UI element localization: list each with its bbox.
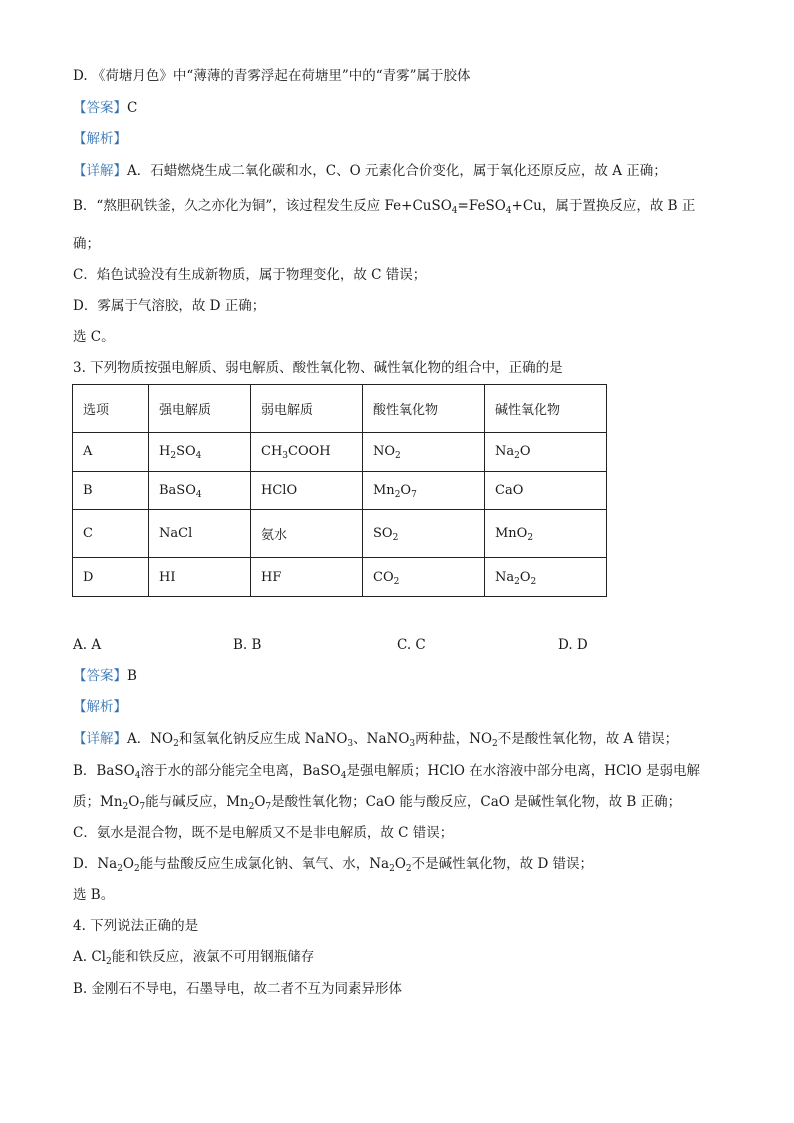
subscript: 2 [122,802,129,812]
header-cell: 强电解质 [149,385,251,433]
header-cell: 选项 [73,385,149,433]
text-segment: 质；Mn [73,794,123,810]
q3-choices [73,635,633,655]
table-cell [149,471,251,510]
text-segment: A [83,444,93,460]
text-segment: SO [373,526,393,542]
text-segment: 确； [73,236,100,252]
text-segment: 不是酸性氧化物，故 A 错误； [497,731,679,747]
text-segment: O [254,794,266,810]
q3-stem [73,358,563,378]
text-segment: NaCl [159,526,193,542]
table-cell [251,510,363,558]
table-cell [485,558,607,597]
text-segment: MnO [495,526,528,542]
text-segment: 能与盐酸反应生成氯化钠、氧气、水，Na [139,856,390,872]
subscript: 2 [105,957,112,967]
q3-detail-b2 [73,792,681,812]
table-row [73,471,607,510]
detail-tag: 【详解】 [73,163,127,179]
table-row [73,433,607,472]
text-segment: B [83,482,93,498]
text-segment: HF [261,569,282,585]
subscript: 2 [530,576,537,587]
answer-tag: 【答案】 [73,100,127,116]
q3-detail-b1 [73,761,700,781]
text-segment: 两种盐，NO [415,731,493,747]
subscript: 2 [527,533,534,544]
answer-tag: 【答案】 [73,668,127,684]
subscript: 4 [505,206,512,216]
text-segment: 选 B。 [73,887,115,903]
q3-detail-a [73,729,678,749]
q2-detail-b1 [73,196,695,216]
subscript: 3 [347,739,354,749]
subscript: 7 [139,802,146,812]
subscript: 2 [173,739,179,749]
text-segment: D. 《荷塘月色》中“薄薄的青雾浮起在荷塘里”中的“青雾”属于胶体 [73,68,471,84]
q2-detail-b2 [73,234,100,254]
text-segment: 、NaNO [353,731,410,747]
table-cell [73,471,149,510]
subscript: 2 [405,864,412,874]
table-header-row [73,385,607,433]
text-segment: =FeSO [457,198,506,214]
subscript: 4 [195,451,202,462]
subscript: 2 [134,864,140,874]
detail-text [127,163,667,179]
text-segment: C [83,526,93,542]
text-segment: B．BaSO [73,763,135,779]
text-segment: A．NO [127,731,174,747]
text-segment: D．Na [73,856,118,872]
table-row [73,510,607,558]
header-cell: 弱电解质 [251,385,363,433]
text-segment: 是酸性氧化物；CaO 能与酸反应，CaO 是碱性氧化物，故 B 正确； [271,794,682,810]
q2-detail-c [73,265,426,285]
q2-detail-d [73,296,265,316]
q4-option-b [73,979,402,999]
text-segment: BaSO [159,482,196,498]
text-segment: Na [495,444,515,460]
q3-analysis-tag: 【解析】 [73,699,127,715]
q2-detail-a [73,161,667,181]
subscript: 2 [389,864,395,874]
answer-value: C [127,100,138,116]
text-segment: Na [495,569,515,585]
subscript: 3 [409,739,416,749]
subscript: 2 [170,451,177,462]
text-segment: NO [373,444,396,460]
table-cell [485,510,607,558]
text-segment: O [394,856,406,872]
text-segment: D．雾属于气溶胶，故 D 正确； [73,298,266,314]
text-segment: D [83,569,94,585]
text-segment: 4. 下列说法正确的是 [73,918,199,934]
choice-c: C. C [397,637,426,653]
detail-tag: 【详解】 [73,731,127,747]
text-segment: B．“熬胆矾铁釜，久之亦化为铜”，该过程发生反应 Fe+CuSO [73,198,452,214]
table-cell [149,510,251,558]
table-cell [363,433,485,472]
q2-conclusion [73,327,115,347]
q4-stem [73,916,198,936]
text-segment: B. 金刚石不导电，石墨导电，故二者不互为同素异形体 [73,981,403,997]
text-segment: O [519,444,531,460]
text-segment: HI [159,569,176,585]
text-segment: O [128,794,140,810]
text-segment: 能与碱反应，Mn [145,794,249,810]
table-cell [73,433,149,472]
subscript: 4 [195,489,202,500]
choice-b: B. B [233,637,262,653]
text-segment: Mn [373,482,395,498]
detail-text [127,731,678,747]
q2-answer [73,98,137,118]
text-segment: 能和铁反应，液氯不可用钢瓶储存 [111,949,315,965]
choice-d: D. D [558,637,588,653]
q3-answer [73,666,137,686]
subscript: 4 [451,206,458,216]
q2-option-d [73,66,471,86]
text-segment: 是强电解质；HClO 在水溶液中部分电离，HClO 是弱电解 [346,763,701,779]
subscript: 2 [395,451,401,462]
table-cell [485,471,607,510]
text-segment: CaO [495,482,524,498]
table-cell [73,558,149,597]
text-segment: SO [176,444,196,460]
subscript: 2 [117,864,123,874]
table-cell [149,433,251,472]
subscript: 2 [492,739,498,749]
subscript: 7 [411,489,417,500]
subscript: 7 [265,802,272,812]
header-cell: 酸性氧化物 [363,385,485,433]
table-cell [363,510,485,558]
table-cell [251,471,363,510]
subscript: 4 [340,771,347,781]
text-segment: C．焰色试验没有生成新物质，属于物理变化，故 C 错误； [73,267,427,283]
subscript: 3 [282,451,289,462]
text-segment: 选 C。 [73,329,115,345]
table-cell [363,471,485,510]
subscript: 2 [392,533,399,544]
text-segment: 溶于水的部分能完全电离，BaSO [140,763,341,779]
q3-conclusion [73,885,114,905]
text-segment: A. Cl [73,949,106,965]
subscript: 2 [514,576,520,587]
choice-a: A. A [73,637,102,653]
subscript: 2 [394,489,401,500]
text-segment: +Cu，属于置换反应，故 B 正 [511,198,696,214]
text-segment: 氨水 [261,528,288,544]
q3-detail-c [73,823,453,843]
answer-value: B [127,668,137,684]
table-row [73,558,607,597]
subscript: 2 [393,576,400,587]
subscript: 4 [134,771,141,781]
q2-analysis-tag: 【解析】 [73,131,127,147]
table-cell [363,558,485,597]
text-segment: O [400,482,412,498]
header-cell: 碱性氧化物 [485,385,607,433]
q4-option-a [73,947,314,967]
text-segment: 和氢氧化钠反应生成 NaNO [178,731,348,747]
text-segment: H [159,444,171,460]
text-segment: O [519,569,531,585]
table-cell [149,558,251,597]
q3-options-table [72,384,607,597]
table-cell [251,558,363,597]
text-segment: 3. 下列物质按强电解质、弱电解质、酸性氧化物、碱性氧化物的组合中，正确的是 [73,360,563,376]
q3-detail-d [73,854,593,874]
text-segment: 不是碱性氧化物，故 D 错误； [411,856,594,872]
text-segment: C．氨水是混合物，既不是电解质又不是非电解质，故 C 错误； [73,825,454,841]
text-segment: HClO [261,482,298,498]
text-segment: O [122,856,134,872]
table-cell [251,433,363,472]
text-segment: CH [261,444,283,460]
text-segment: A．石蜡燃烧生成二氧化碳和水，C、O 元素化合价变化，属于氧化还原反应，故 A 正确； [127,163,667,179]
subscript: 2 [248,802,255,812]
table-cell [485,433,607,472]
subscript: 2 [514,451,520,462]
text-segment: CO [373,569,394,585]
table-cell [73,510,149,558]
text-segment: COOH [288,444,331,460]
